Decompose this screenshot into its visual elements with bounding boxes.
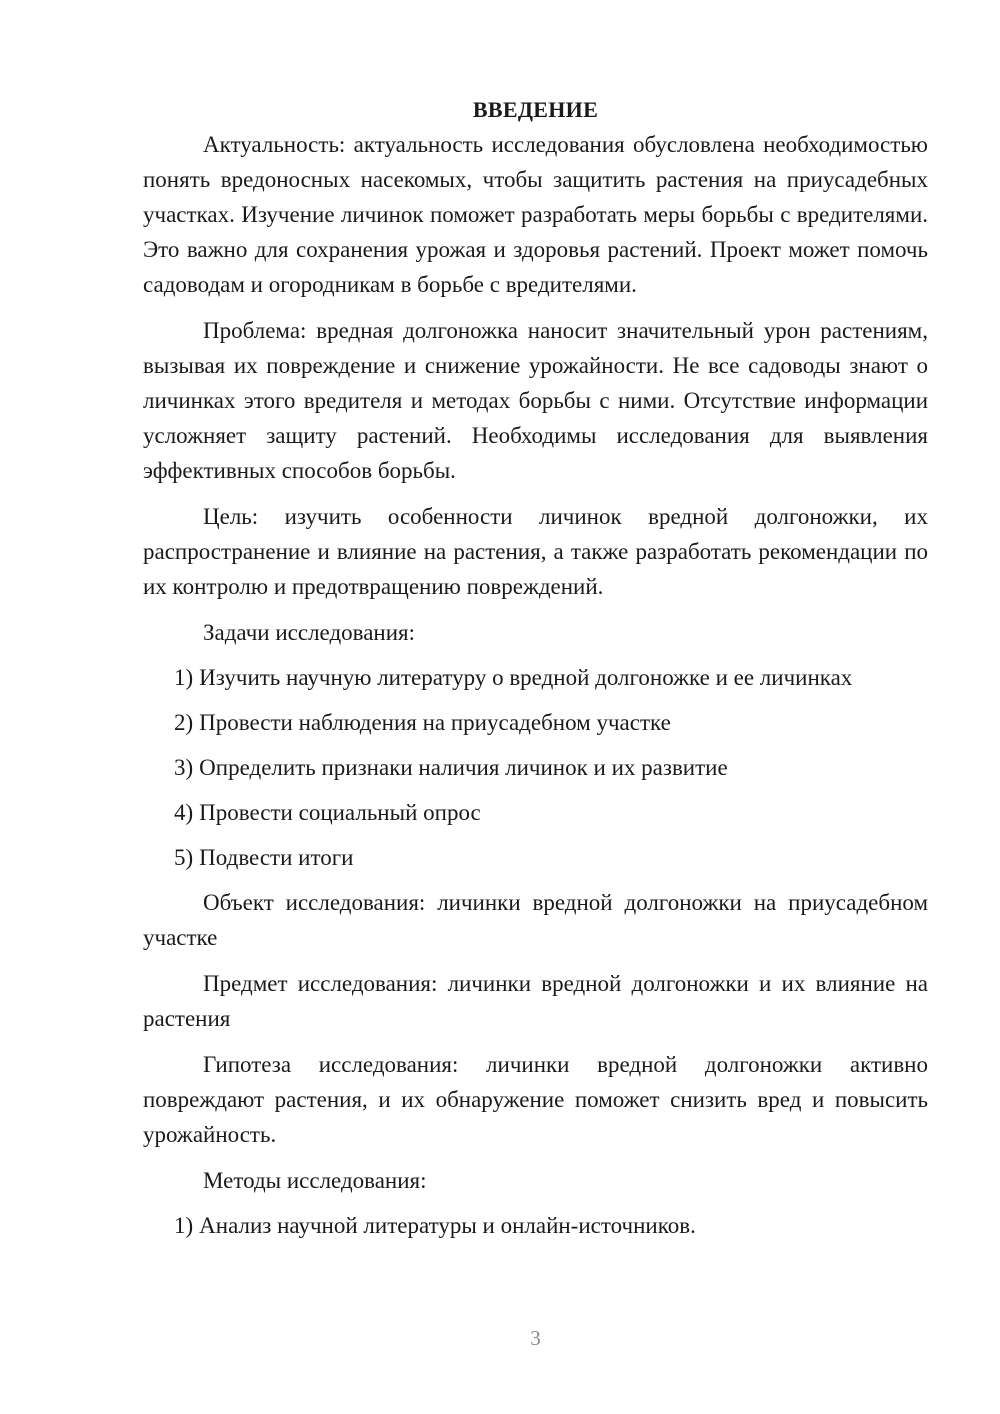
hypothesis-paragraph: Гипотеза исследования: личинки вредной долгоножки активно повреждают растения, и их обнаружение поможет снизить вред и повысить урожайность. [143, 1052, 928, 1147]
list-item-text: Изучить научную литературу о вредной долгоножке и ее личинках [199, 665, 853, 690]
page-content [143, 92, 928, 1253]
list-item-number: 3) [174, 755, 194, 780]
list-item [143, 660, 928, 695]
list-item-text: Подвести итоги [199, 845, 354, 870]
list-item-number: 4) [174, 800, 194, 825]
list-item [143, 705, 928, 740]
list-item-number: 2) [174, 710, 194, 735]
list-item-text: Провести наблюдения на приусадебном участке [199, 710, 671, 735]
relevance-paragraph: Актуальность: актуальность исследования обусловлена необходимостью понять вредоносных насекомых, чтобы защитить растения на приусадебных участках. Изучение личинок поможет разработать меры борьбы с вредителями. Это важно для сохранения урожая и здоровья растений. Проект может помочь садоводам и огородникам в борьбе с вредителями. [143, 132, 928, 297]
tasks-list [143, 660, 928, 875]
list-item-text: Анализ научной литературы и онлайн-источников. [199, 1213, 696, 1238]
page-title: ВВЕДЕНИЕ [472, 97, 599, 122]
object-paragraph: Объект исследования: личинки вредной долгоножки на приусадебном участке [143, 890, 928, 950]
list-item-number: 1) [174, 665, 194, 690]
list-item-number: 1) [174, 1213, 194, 1238]
list-item-text: Провести социальный опрос [199, 800, 481, 825]
list-item [143, 750, 928, 785]
list-item [143, 795, 928, 830]
methods-list [143, 1208, 928, 1243]
goal-paragraph: Цель: изучить особенности личинок вредной долгоножки, их распространение и влияние на растения, а также разработать рекомендации по их контролю и предотвращению повреждений. [143, 504, 928, 599]
list-item [143, 1208, 928, 1243]
problem-paragraph: Проблема: вредная долгоножка наносит значительный урон растениям, вызывая их повреждение и снижение урожайности. Не все садоводы знают о личинках этого вредителя и методах борьбы с ними. Отсутствие информации усложняет защиту растений. Необходимы исследования для выявления эффективных способов борьбы. [143, 318, 928, 483]
methods-heading: Методы исследования: [203, 1168, 427, 1193]
tasks-heading: Задачи исследования: [203, 620, 416, 645]
list-item [143, 840, 928, 875]
page-number: 3 [530, 1326, 541, 1350]
list-item-number: 5) [174, 845, 194, 870]
list-item-text: Определить признаки наличия личинок и их развитие [199, 755, 728, 780]
subject-paragraph: Предмет исследования: личинки вредной долгоножки и их влияние на растения [143, 971, 928, 1031]
